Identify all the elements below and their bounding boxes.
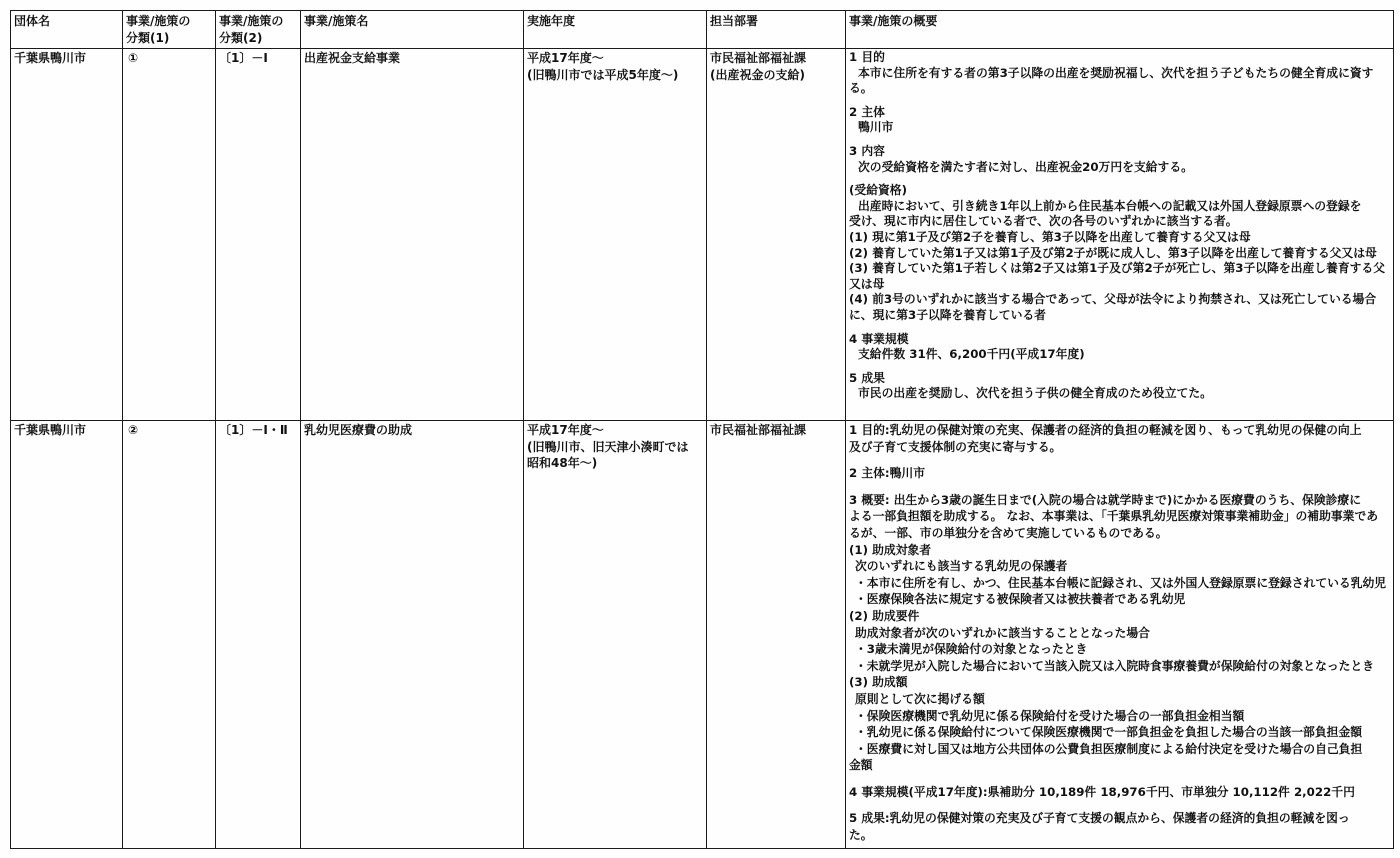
overview-line: ・乳幼児に係る保険給付について保険医療機関で一部負担金を負担した場合の当該一部負担金額: [855, 725, 1363, 740]
category-2-value: 〔1〕－Ⅰ: [219, 51, 268, 65]
org-cell: [11, 49, 123, 421]
overview-line: 又は母: [849, 276, 885, 291]
header-overview: [846, 11, 1394, 49]
overview-paragraph: [849, 784, 1390, 801]
header-year: [524, 11, 707, 49]
header-category-2: [216, 11, 301, 49]
overview-line: る。: [849, 81, 873, 96]
overview-line: ・未就学児が入院した場合において当該入院又は入院時食事療養費が保険給付の対象となったとき: [855, 658, 1375, 673]
year-line: 昭和48年～): [527, 456, 598, 470]
overview-paragraph: [849, 105, 1390, 136]
overview-paragraph: [849, 465, 1390, 482]
overview-paragraph: [849, 492, 1390, 774]
overview-line: 2 主体:鴨川市: [849, 466, 926, 481]
overview-line: (1) 助成対象者: [849, 542, 932, 557]
org-name: 千葉県鴨川市: [14, 423, 87, 437]
category-1-value: ①: [128, 51, 139, 65]
overview-line: 3 概要: 出生から3歳の誕生日まで(入院の場合は就学時まで)にかかる医療費のうち、保険診療に: [849, 492, 1362, 507]
category-1-value: ②: [128, 423, 139, 437]
overview-line: 4 事業規模: [849, 331, 909, 346]
overview-line: 及び子育て支援体制の充実に寄与する。: [849, 439, 1062, 454]
overview-line: (2) 助成要件: [849, 608, 920, 623]
overview-line: 市民の出産を奨励し、次代を担う子供の健全育成のため役立てた。: [858, 386, 1212, 401]
overview-line: に、現に第3子以降を養育している者: [849, 307, 1046, 322]
year-line: 平成17年度～: [527, 51, 604, 65]
overview-line: (3) 養育していた第1子若しくは第2子又は第1子及び第2子が死亡し、第3子以降を出産し養育する父: [849, 261, 1386, 276]
category-1-cell: [123, 49, 216, 421]
header-org: [11, 11, 123, 49]
overview-line: ・医療費に対し国又は地方公共団体の公費負担医療制度による給付決定を受けた場合の自己負担: [855, 741, 1363, 756]
overview-line: ・本市に住所を有し、かつ、住民基本台帳に記録され、又は外国人登録原票に登録されている乳幼児: [855, 575, 1387, 590]
header-name: [301, 11, 524, 49]
category-2-value: 〔1〕－Ⅰ・Ⅱ: [219, 423, 288, 437]
header-category-2-line: 分類(2): [219, 30, 263, 45]
dept-line: 市民福祉部福祉課: [710, 51, 807, 65]
overview-line: よる一部負担額を助成する。 なお、本事業は、「千葉県乳幼児医療対策事業補助金」の補助事業であ: [849, 509, 1379, 524]
overview-paragraph: [849, 50, 1390, 97]
dept-line: (出産祝金の支給): [710, 67, 805, 82]
overview-line: 次の受給資格を満たす者に対し、出産祝金20万円を支給する。: [858, 159, 1193, 174]
overview-line: 金額: [849, 758, 873, 773]
program-name: 出産祝金支給事業: [304, 51, 401, 65]
year-cell: [524, 421, 707, 849]
overview-line: 出産時において、引き続き1年以上前から住民基本台帳への記載又は外国人登録原票への登録を: [858, 198, 1362, 213]
overview-line: ・医療保険各法に規定する被保険者又は被扶養者である乳幼児: [855, 592, 1186, 607]
overview-line: (受給資格): [849, 183, 907, 198]
overview-line: 原則として次に掲げる額: [855, 691, 985, 706]
header-row: [11, 11, 1394, 49]
overview-line: 4 事業規模(平成17年度):県補助分 10,189件 18,976千円、市単独分 10,112件 2,022千円: [849, 784, 1355, 799]
overview-line: 2 主体: [849, 104, 885, 119]
program-name-cell: [301, 49, 524, 421]
year-line: 平成17年度～: [527, 423, 604, 437]
header-dept: [707, 11, 846, 49]
overview-line: 本市に住所を有する者の第3子以降の出産を奨励祝福し、次代を担う子どもたちの健全育成に資す: [858, 65, 1374, 80]
header-category-1: [123, 11, 216, 49]
category-2-cell: [216, 421, 301, 849]
header-category-1-line: 事業/施策の: [126, 14, 191, 28]
category-2-cell: [216, 49, 301, 421]
header-category-1-line: 分類(1): [126, 30, 170, 45]
overview-line: 3 内容: [849, 143, 885, 158]
overview-cell: [846, 421, 1394, 849]
overview-paragraph: [849, 183, 1390, 323]
header-org-label: 団体名: [14, 14, 51, 28]
overview-line: (1) 現に第1子及び第2子を養育し、第3子以降を出産して養育する父又は母: [849, 229, 1251, 244]
overview-paragraph: [849, 332, 1390, 363]
overview-line: 5 成果:乳幼児の保健対策の充実及び子育て支援の観点から、保護者の経済的負担の軽減を図っ: [849, 811, 1350, 826]
program-table: [10, 10, 1394, 849]
overview-line: ・保険医療機関で乳幼児に係る保険給付を受けた場合の一部負担金相当額: [855, 708, 1245, 723]
org-cell: [11, 421, 123, 849]
overview-line: ・3歳未満児が保険給付の対象となったとき: [855, 642, 1088, 657]
overview-line: るが、一部、市の単独分を含めて実施しているものである。: [849, 525, 1168, 540]
header-category-2-line: 事業/施策の: [219, 14, 284, 28]
category-1-cell: [123, 421, 216, 849]
dept-line: 市民福祉部福祉課: [710, 423, 807, 437]
overview-paragraph: [849, 144, 1390, 175]
overview-line: た。: [849, 828, 873, 843]
overview-line: (3) 助成額: [849, 675, 908, 690]
program-name: 乳幼児医療費の助成: [304, 423, 413, 437]
overview-line: 1 目的:乳幼児の保健対策の充実、保護者の経済的負担の軽減を図り、もって乳幼児の保健の向上: [849, 423, 1362, 437]
overview-paragraph: [849, 371, 1390, 402]
header-dept-label: 担当部署: [710, 14, 759, 28]
overview-line: 1 目的: [849, 50, 885, 64]
overview-line: 受け、現に市内に居住している者で、次の各号のいずれかに該当する者。: [849, 214, 1238, 229]
year-line: (旧鴨川市、旧天津小湊町では: [527, 439, 689, 454]
overview-line: (4) 前3号のいずれかに該当する場合であって、父母が法令により拘禁され、又は死亡している場合: [849, 292, 1377, 307]
table-row: [11, 421, 1394, 849]
header-overview-label: 事業/施策の概要: [849, 14, 938, 28]
table-row: [11, 49, 1394, 421]
overview-line: 鴨川市: [858, 120, 894, 135]
header-year-label: 実施年度: [527, 14, 576, 28]
program-name-cell: [301, 421, 524, 849]
overview-line: 支給件数 31件、6,200千円(平成17年度): [858, 347, 1085, 362]
overview-paragraph: [849, 422, 1390, 455]
overview-line: 5 成果: [849, 370, 885, 385]
overview-cell: [846, 49, 1394, 421]
year-cell: [524, 49, 707, 421]
dept-cell: [707, 421, 846, 849]
overview-line: (2) 養育していた第1子又は第1子及び第2子が既に成人し、第3子以降を出産して養育する父又は母: [849, 245, 1377, 260]
header-name-label: 事業/施策名: [304, 14, 369, 28]
org-name: 千葉県鴨川市: [14, 51, 87, 65]
overview-line: 次のいずれにも該当する乳幼児の保護者: [855, 559, 1068, 574]
overview-line: 助成対象者が次のいずれかに該当することとなった場合: [855, 625, 1150, 640]
dept-cell: [707, 49, 846, 421]
year-line: (旧鴨川市では平成5年度～): [527, 67, 679, 82]
overview-paragraph: [849, 810, 1390, 843]
